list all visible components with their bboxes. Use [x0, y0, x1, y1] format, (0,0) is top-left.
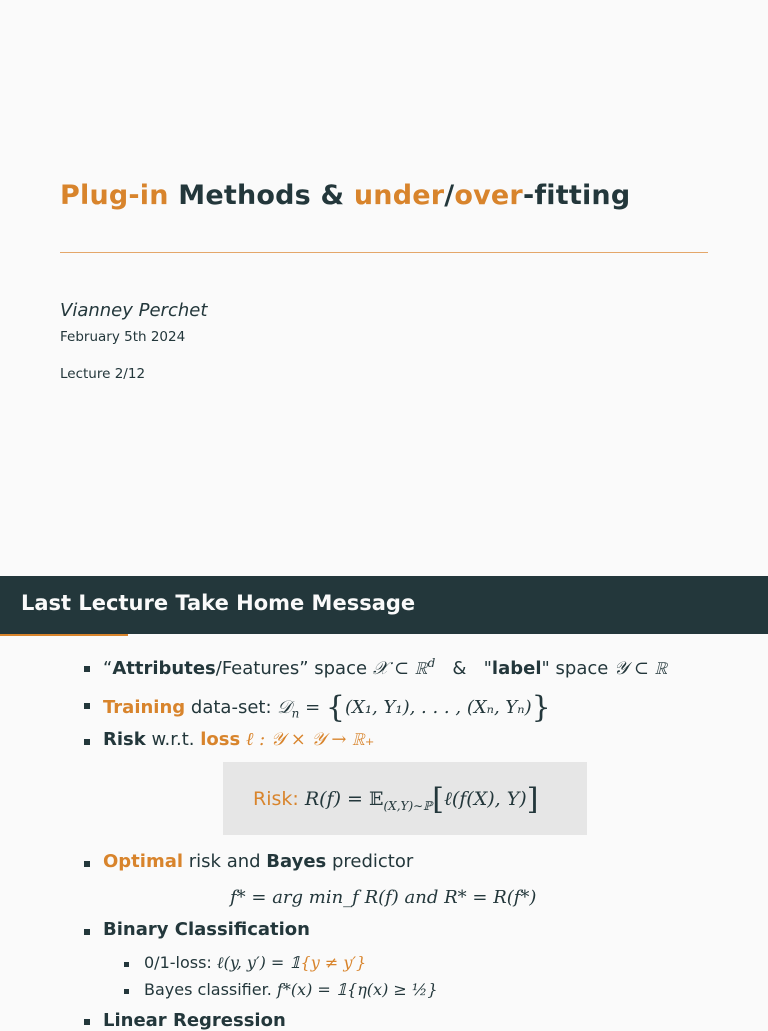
bullet-icon [84, 666, 90, 672]
loss-formula: ℓ : 𝒴 × 𝒴 → ℝ₊ [240, 729, 375, 750]
x-space-dim: d [427, 656, 436, 670]
dn-symbol: 𝒟 [277, 697, 292, 718]
title-slash: / [444, 180, 455, 211]
bullet-icon [84, 1019, 90, 1025]
risk-formula [253, 782, 538, 817]
title-divider [60, 252, 708, 253]
bayes-classifier-formula: f*(x) = 𝟙{η(x) ≥ ½} [276, 980, 438, 999]
brace-close: } [531, 690, 551, 725]
dataset-formula: (X₁, Y₁), . . . , (Xₙ, Yₙ) [344, 697, 532, 718]
risk-term: Risk [103, 729, 146, 750]
list-item-bayes-classifier [144, 980, 438, 999]
frame-title: Last Lecture Take Home Message [21, 591, 416, 615]
list-item-linear-regression: Linear Regression [103, 1010, 286, 1031]
list-item-01-loss [144, 953, 366, 973]
lecture-number: Lecture 2/12 [60, 366, 146, 382]
risk-label: Risk: [253, 788, 299, 810]
01-loss-rhs: {y ≠ y′} [300, 953, 367, 972]
list-item-binary-classification: Binary Classification [103, 919, 310, 940]
label-quote-open: " [483, 658, 492, 679]
equals-sign: = [299, 697, 326, 718]
title-methods: Methods & [168, 180, 354, 211]
y-space-formula: 𝒴 ⊂ ℝ [614, 658, 668, 679]
date: February 5th 2024 [60, 329, 186, 345]
risk-definition-box [223, 762, 587, 835]
bracket-open: [ [432, 782, 444, 817]
progress-bar [0, 634, 128, 636]
list-item-attributes [103, 656, 667, 679]
bullet-icon [84, 739, 90, 745]
sub-bullet-icon [124, 989, 129, 994]
optimal-term: Optimal [103, 851, 184, 872]
frame-title-bar [0, 576, 768, 634]
training-term: Training [103, 697, 186, 718]
bayes-classifier-label: Bayes classifier. [144, 980, 277, 999]
brace-open: { [325, 690, 345, 725]
bullet-icon [84, 703, 90, 709]
wrt-term: w.r.t. [145, 729, 201, 750]
expectation-subscript: (X,Y)∼ℙ [383, 798, 433, 813]
risk-lhs: R(f) = [298, 788, 369, 810]
01-loss-label: 0/1-loss: [144, 953, 217, 972]
label-quote-close: " space [541, 658, 615, 679]
label-term: label [491, 658, 542, 679]
bullet-icon [84, 861, 90, 867]
loss-expression: ℓ(f(X), Y) [443, 788, 527, 810]
content-slide [0, 576, 768, 1031]
author: Vianney Perchet [60, 300, 208, 321]
sub-bullet-icon [124, 962, 129, 967]
attributes-term: Attributes [112, 658, 216, 679]
bullet-icon [84, 929, 90, 935]
dataset-term: data-set: [185, 697, 278, 718]
features-term: /Features” space [215, 658, 373, 679]
bayes-predictor-formula: f* = arg min_f R(f) and R* = R(f*) [230, 887, 537, 908]
risk-and-text: risk and [183, 851, 267, 872]
bayes-term: Bayes [266, 851, 327, 872]
slide-title [60, 180, 630, 211]
list-item-optimal [103, 851, 413, 872]
list-item-risk [103, 729, 374, 750]
loss-term: loss [200, 729, 241, 750]
predictor-text: predictor [326, 851, 414, 872]
dn-subscript: n [291, 706, 300, 721]
title-under: under [353, 180, 445, 211]
01-loss-lhs: ℓ(y, y′) = 𝟙 [216, 953, 301, 972]
title-fitting: -fitting [522, 180, 631, 211]
expectation-symbol: 𝔼 [369, 788, 384, 810]
ampersand: & [435, 658, 484, 679]
title-plugin: Plug-in [60, 180, 169, 211]
x-space-formula: 𝒳 ⊂ ℝ [372, 658, 428, 679]
list-item-training [103, 690, 551, 725]
bracket-close: ] [526, 782, 539, 817]
quote-open: “ [103, 658, 113, 679]
title-over: over [454, 180, 523, 211]
